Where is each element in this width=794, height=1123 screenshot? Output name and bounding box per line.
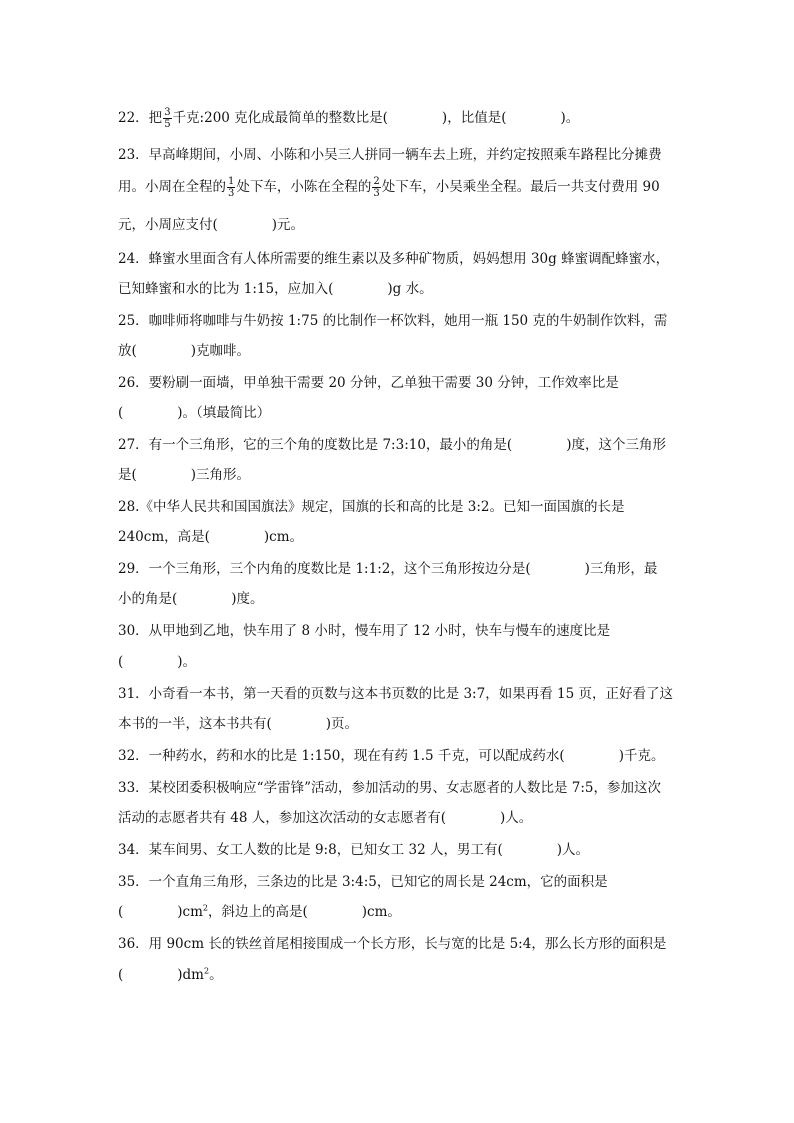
fraction-2-3: $\frac{2}{3}$ xyxy=(373,176,380,199)
superscript-2: 2 xyxy=(202,903,208,913)
question-31-line-1: 31．小奇看一本书，第一天看的页数与这本书页数的比是 3:7，如果再看 15 页，正好看了这 xyxy=(118,686,673,702)
question-34-line-1: 34．某车间男、女工人数的比是 9:8，已知女工 32 人，男工有( )人。 xyxy=(118,842,589,858)
question-27-line-1: 27．有一个三角形，它的三个角的度数比是 7:3:10，最小的角是( )度，这个三角形 xyxy=(118,437,666,453)
fraction-3-5: $\frac{3}{5}$ xyxy=(164,107,171,130)
question-26-line-1: 26．要粉刷一面墙，甲单独干需要 20 分钟，乙单独干需要 30 分钟，工作效率比是 xyxy=(118,375,619,391)
q22-text-b: 千克:200 克化成最简单的整数比是( )，比值是( )。 xyxy=(172,110,580,126)
question-24-line-2: 已知蜂蜜和水的比为 1:15，应加入( )g 水。 xyxy=(118,281,433,297)
q23-text-c: 处下车，小吴乘坐全程。最后一共支付费用 90 xyxy=(381,179,660,195)
question-32-line-1: 32．一种药水，药和水的比是 1:150，现在有药 1.5 千克，可以配成药水( )千克。 xyxy=(118,748,665,764)
question-26-line-2: ( )。（填最简比） xyxy=(118,405,271,421)
superscript-2: 2 xyxy=(203,966,210,976)
q36-text-a: ( )dm xyxy=(118,967,204,983)
question-28-line-2: 240cm，高是( )cm。 xyxy=(118,529,304,545)
question-29-line-1: 29．一个三角形，三个内角的度数比是 1:1:2，这个三角形按边分是( )三角形，最 xyxy=(118,561,658,577)
q36-text-b: 。 xyxy=(209,967,223,983)
question-33-line-2: 活动的志愿者共有 48 人，参加这次活动的女志愿者有( )人。 xyxy=(118,810,533,826)
question-35-line-2 xyxy=(118,903,401,921)
question-36-line-2 xyxy=(118,966,223,984)
question-30-line-2: ( )。 xyxy=(118,654,197,670)
question-23-line-3: 元，小周应支付( )元。 xyxy=(118,217,305,233)
question-28-line-1: 28.《中华人民共和国国旗法》规定，国旗的长和高的比是 3:2。已知一面国旗的长是 xyxy=(118,499,625,515)
q23-text-b: 处下车，小陈在全程的 xyxy=(236,179,372,195)
q22-text-a: 22．把 xyxy=(118,110,163,126)
question-36-line-1: 36．用 90cm 长的铁丝首尾相接围成一个长方形，长与宽的比是 5:4，那么长方形的面积是 xyxy=(118,936,667,952)
question-33-line-1: 33．某校团委积极响应“学雷锋”活动，参加活动的男、女志愿者的人数比是 7:5，参加这次 xyxy=(118,780,661,796)
question-35-line-1: 35．一个直角三角形，三条边的比是 3:4:5，已知它的周长是 24cm，它的面积是 xyxy=(118,874,608,890)
question-22 xyxy=(118,107,579,130)
question-31-line-2: 本书的一半，这本书共有( )页。 xyxy=(118,716,359,732)
question-25-line-1: 25．咖啡师将咖啡与牛奶按 1:75 的比制作一杯饮料，她用一瓶 150 克的牛奶制作饮料，需 xyxy=(118,313,668,329)
question-27-line-2: 是( )三角形。 xyxy=(118,467,251,483)
question-29-line-2: 小的角是( )度。 xyxy=(118,591,264,607)
question-24-line-1: 24．蜂蜜水里面含有人体所需要的维生素以及多种矿物质，妈妈想用 30g 蜂蜜调配蜂蜜水， xyxy=(118,251,670,267)
question-25-line-2: 放( )克咖啡。 xyxy=(118,343,251,359)
question-30-line-1: 30．从甲地到乙地，快车用了 8 小时，慢车用了 12 小时，快车与慢车的速度比是 xyxy=(118,623,611,639)
q35-text-a: ( )cm xyxy=(118,904,203,920)
fraction-1-3: $\frac{1}{3}$ xyxy=(228,176,235,199)
q35-text-b: ，斜边上的高是( )cm。 xyxy=(208,904,401,920)
question-23-line-1: 23．早高峰期间，小周、小陈和小吴三人拼同一辆车去上班，并约定按照乘车路程比分摊费 xyxy=(118,147,662,163)
question-23-line-2 xyxy=(118,176,660,199)
q23-text-a: 用。小周在全程的 xyxy=(118,179,226,195)
